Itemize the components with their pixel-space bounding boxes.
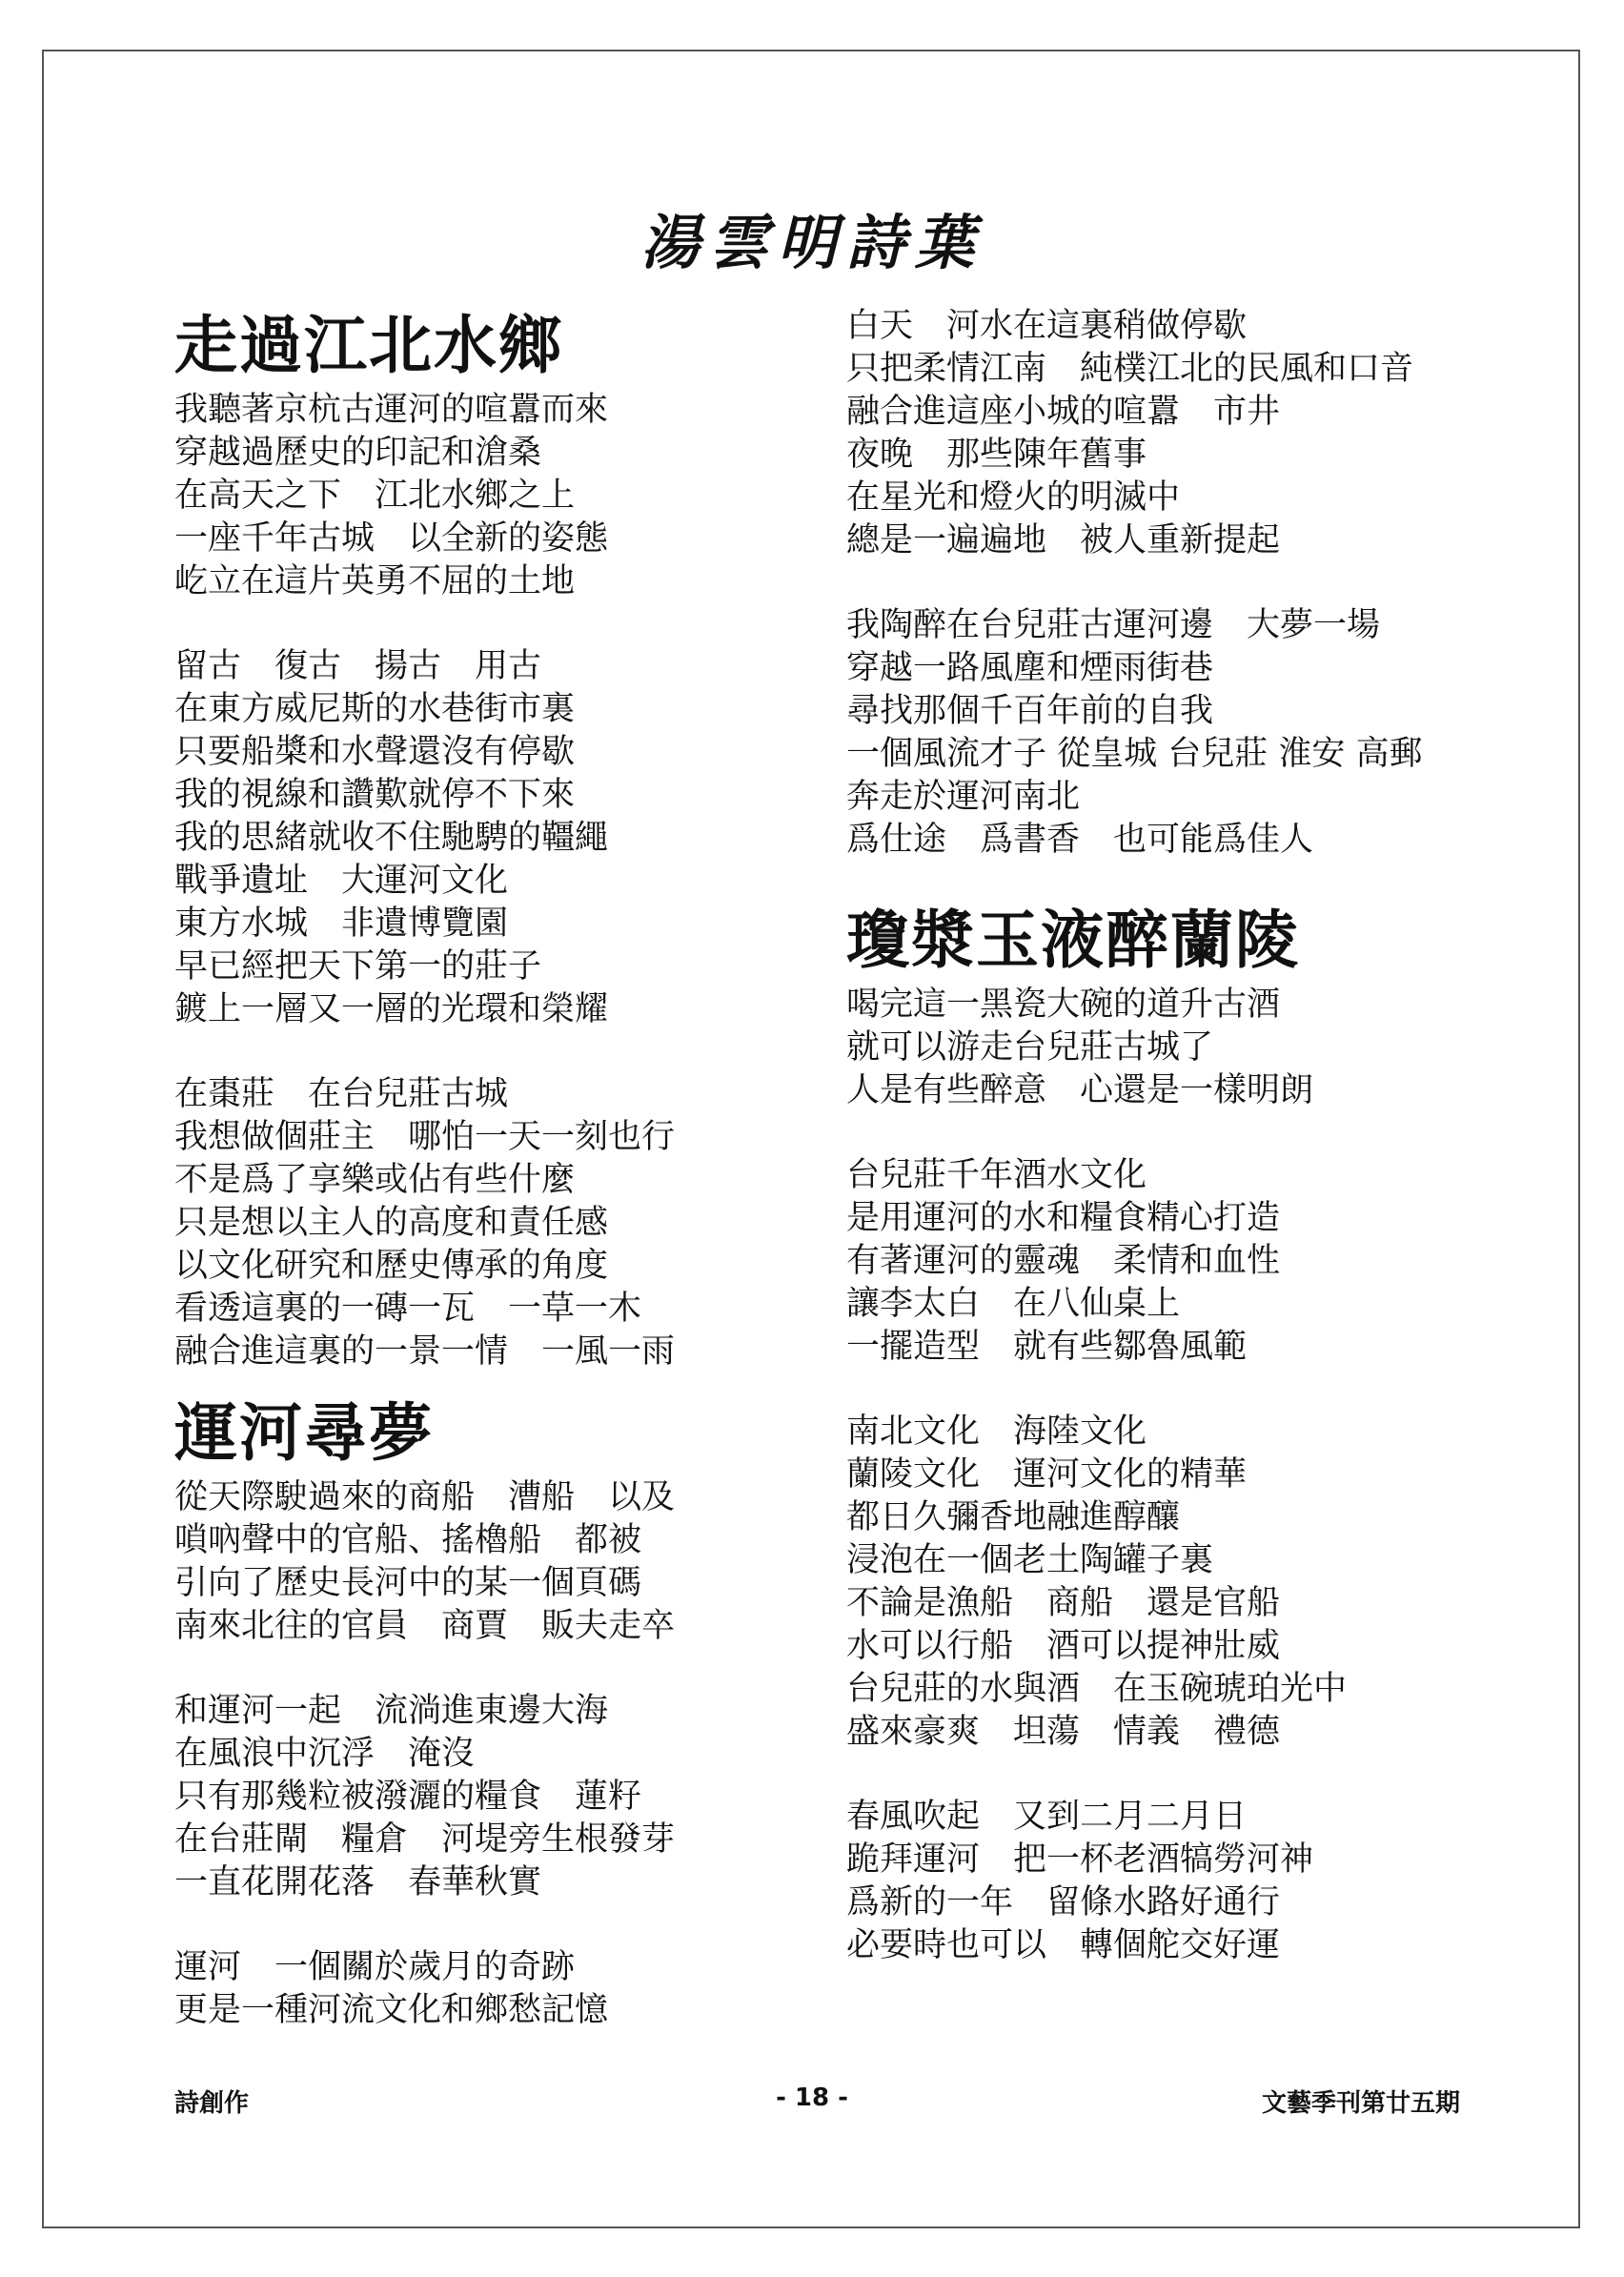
poem-line: 以文化研究和歷史傳承的角度 <box>174 1247 609 1285</box>
poem-line: 戰爭遺址 大運河文化 <box>174 862 509 900</box>
poem-line: 我陶醉在台兒莊古運河邊 大夢一場 <box>846 606 1381 644</box>
poem-canal-dream <box>174 1393 899 2032</box>
poem-line: 穿越過歷史的印記和滄桑 <box>174 434 542 472</box>
stanza <box>174 1476 899 1648</box>
footer-page-number: - 18 - <box>776 2084 848 2112</box>
poem-line: 嗩吶聲中的官船、搖櫓船 都被 <box>174 1521 642 1559</box>
poem-line: 更是一種河流文化和鄉愁記憶 <box>174 1991 609 2029</box>
stanza <box>846 1154 1571 1369</box>
poem-line: 在高天之下 江北水鄉之上 <box>174 477 576 515</box>
poem-line: 早已經把天下第一的莊子 <box>174 947 542 986</box>
poem-line: 在風浪中沉浮 淹沒 <box>174 1735 476 1773</box>
poem-line: 不是爲了享樂或佔有些什麼 <box>174 1161 576 1199</box>
stanza <box>846 305 1571 562</box>
poem-line: 蘭陵文化 運河文化的精華 <box>846 1455 1248 1494</box>
poem-line: 就可以游走台兒莊古城了 <box>846 1028 1214 1067</box>
poem-line: 尋找那個千百年前的自我 <box>846 692 1214 730</box>
poem-title: 走過江北水鄉 <box>174 308 563 382</box>
stanza <box>846 1796 1571 1967</box>
poem-line: 只有那幾粒被潑灑的糧食 蓮籽 <box>174 1778 642 1816</box>
poem-line: 鍍上一層又一層的光環和榮耀 <box>174 990 609 1028</box>
poem-line: 從天際駛過來的商船 漕船 以及 <box>174 1478 676 1516</box>
poem-line: 跪拜運河 把一杯老酒犒勞河神 <box>846 1840 1314 1879</box>
poem-line: 南來北往的官員 商賈 販夫走卒 <box>174 1607 676 1645</box>
stanza <box>846 604 1571 862</box>
poem-line: 在棗莊 在台兒莊古城 <box>174 1075 509 1113</box>
stanza <box>174 1073 899 1373</box>
poem-walking-jiangbei <box>174 305 899 1373</box>
poem-line: 台兒莊千年酒水文化 <box>846 1156 1147 1194</box>
poem-line: 只是想以主人的高度和責任感 <box>174 1204 609 1242</box>
poem-line: 東方水城 非遺博覽園 <box>174 905 509 943</box>
poem-line: 我的視線和讚歎就停不下來 <box>174 776 576 814</box>
poem-line: 喝完這一黑瓷大碗的道升古酒 <box>846 986 1281 1024</box>
poem-lanling-wine <box>846 900 1571 1967</box>
poem-line: 人是有些醉意 心還是一樣明朗 <box>846 1071 1314 1109</box>
stanza <box>174 645 899 1031</box>
footer-section: 詩創作 <box>174 2089 250 2118</box>
poem-line: 浸泡在一個老土陶罐子裏 <box>846 1541 1214 1579</box>
poem-line: 運河 一個關於歲月的奇跡 <box>174 1948 576 1986</box>
poem-line: 一個風流才子 從皇城 台兒莊 淮安 高郵 <box>846 735 1423 773</box>
stanza <box>846 1411 1571 1754</box>
poem-line: 水可以行船 酒可以提神壯威 <box>846 1627 1281 1665</box>
poem-title: 運河尋夢 <box>174 1395 434 1470</box>
left-column <box>174 305 899 2074</box>
poem-title: 瓊漿玉液醉蘭陵 <box>846 903 1300 977</box>
poem-line: 我的思緒就收不住馳騁的韁繩 <box>174 819 609 857</box>
poem-line: 只把柔情江南 純樸江北的民風和口音 <box>846 350 1414 388</box>
poem-line: 穿越一路風塵和煙雨街巷 <box>846 649 1214 687</box>
poem-line: 只要船槳和水聲還沒有停歇 <box>174 733 576 771</box>
poem-line: 留古 復古 揚古 用古 <box>174 647 542 685</box>
poem-line: 讓李太白 在八仙桌上 <box>846 1285 1181 1323</box>
poem-line: 在東方威尼斯的水巷街市裏 <box>174 690 576 728</box>
poem-line: 盛來豪爽 坦蕩 情義 禮德 <box>846 1713 1281 1751</box>
poem-line: 在星光和燈火的明滅中 <box>846 478 1181 517</box>
stanza <box>174 1946 899 2032</box>
stanza <box>174 1690 899 1904</box>
poem-line: 夜晚 那些陳年舊事 <box>846 436 1147 474</box>
poem-line: 不論是漁船 商船 還是官船 <box>846 1584 1281 1622</box>
right-column <box>846 305 1571 2009</box>
poem-line: 都日久彌香地融進醇釀 <box>846 1498 1181 1536</box>
poem-line: 春風吹起 又到二月二月日 <box>846 1798 1248 1836</box>
poem-line: 爲新的一年 留條水路好通行 <box>846 1883 1281 1921</box>
poem-line: 融合進這座小城的喧囂 市井 <box>846 393 1281 431</box>
poem-line: 引向了歷史長河中的某一個頁碼 <box>174 1564 642 1602</box>
poem-line: 一座千年古城 以全新的姿態 <box>174 519 609 558</box>
poem-canal-dream-continued <box>846 305 1571 862</box>
poem-line: 我想做個莊主 哪怕一天一刻也行 <box>174 1118 676 1156</box>
poem-line: 有著運河的靈魂 柔情和血性 <box>846 1242 1281 1280</box>
poem-line: 奔走於運河南北 <box>846 778 1081 816</box>
poem-line: 融合進這裏的一景一情 一風一雨 <box>174 1332 676 1371</box>
poem-line: 和運河一起 流淌進東邊大海 <box>174 1692 609 1730</box>
poem-line: 爲仕途 爲書香 也可能爲佳人 <box>846 821 1314 859</box>
poem-line: 是用運河的水和糧食精心打造 <box>846 1199 1281 1237</box>
poem-line: 白天 河水在這裏稍做停歇 <box>846 307 1248 345</box>
poem-line: 總是一遍遍地 被人重新提起 <box>846 521 1281 559</box>
stanza <box>846 984 1571 1112</box>
poem-line: 南北文化 海陸文化 <box>846 1413 1147 1451</box>
poem-line: 一直花開花落 春華秋實 <box>174 1863 542 1901</box>
poem-line: 台兒莊的水與酒 在玉碗琥珀光中 <box>846 1670 1348 1708</box>
poem-line: 我聽著京杭古運河的喧囂而來 <box>174 391 609 429</box>
poem-line: 看透這裏的一磚一瓦 一草一木 <box>174 1290 642 1328</box>
footer-publication: 文藝季刊第廿五期 <box>1261 2089 1460 2118</box>
poem-line: 在台莊閘 糧倉 河堤旁生根發芽 <box>174 1820 676 1859</box>
poem-line: 一擺造型 就有些鄒魯風範 <box>846 1328 1248 1366</box>
poem-line: 屹立在這片英勇不屈的土地 <box>174 562 576 600</box>
poem-line: 必要時也可以 轉個舵交好運 <box>846 1926 1281 1964</box>
page-title: 湯雲明詩葉 <box>639 208 984 277</box>
stanza <box>174 389 899 603</box>
